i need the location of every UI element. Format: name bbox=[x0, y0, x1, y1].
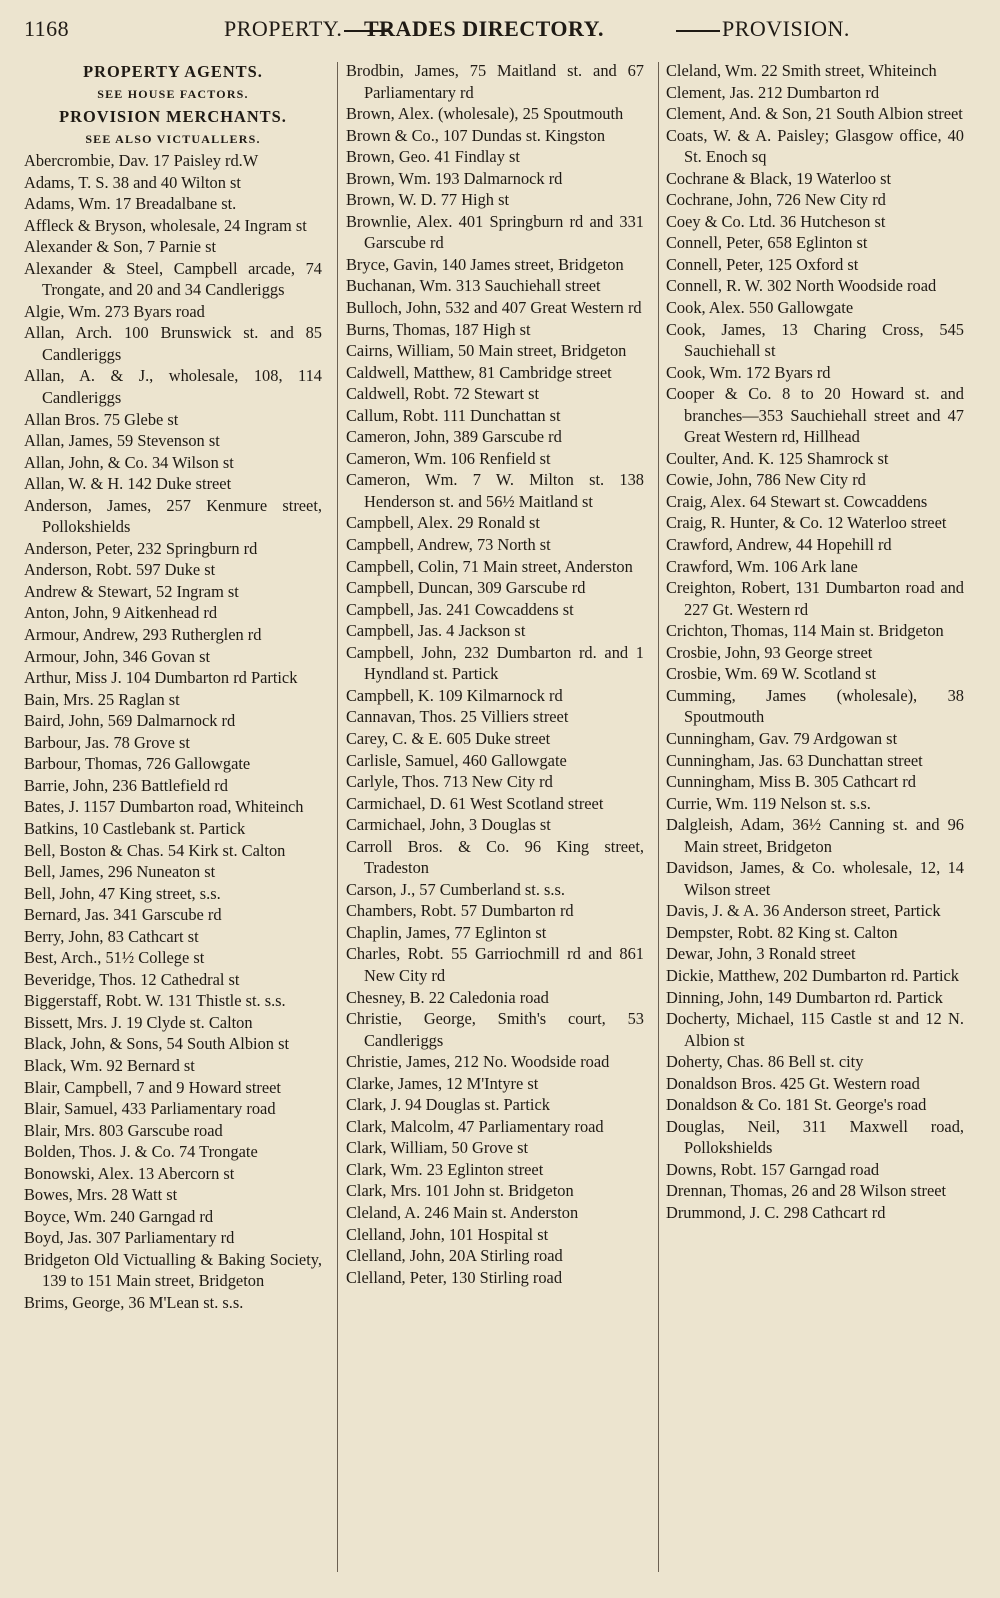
directory-entry: Campbell, Colin, 71 Main street, Anderston bbox=[346, 556, 633, 576]
directory-entry: Bowes, Mrs. 28 Watt st bbox=[24, 1185, 178, 1205]
directory-entry: Beveridge, Thos. 12 Cathedral st bbox=[24, 969, 240, 989]
directory-entry: Cunningham, Miss B. 305 Cathcart rd bbox=[666, 772, 916, 792]
directory-entry: Cameron, Wm. 106 Renfield st bbox=[346, 448, 551, 468]
directory-entry: Clement, Jas. 212 Dumbarton rd bbox=[666, 82, 880, 102]
directory-entry: Donaldson Bros. 425 Gt. Western road bbox=[666, 1073, 920, 1093]
directory-entry: Coats, W. & A. Paisley; Glasgow office, 40 St. Enoch sq bbox=[666, 125, 964, 167]
directory-entry: Carey, C. & E. 605 Duke street bbox=[346, 728, 551, 748]
directory-entry: Connell, R. W. 302 North Woodside road bbox=[666, 276, 937, 296]
directory-entry: Currie, Wm. 119 Nelson st. s.s. bbox=[666, 793, 871, 813]
directory-entry: Cleland, Wm. 22 Smith street, Whiteinch bbox=[666, 61, 937, 80]
directory-entry: Brown, Geo. 41 Findlay st bbox=[346, 147, 520, 167]
directory-entry: Cumming, James (wholesale), 38 Spoutmouth bbox=[666, 685, 964, 727]
header-right-keyword bbox=[674, 16, 850, 42]
directory-entry: Bryce, Gavin, 140 James street, Bridgeton bbox=[346, 254, 624, 274]
directory-entry: Carlyle, Thos. 713 New City rd bbox=[346, 772, 553, 792]
directory-entry: Clark, J. 94 Douglas st. Partick bbox=[346, 1095, 550, 1115]
directory-entry: Allan, John, & Co. 34 Wilson st bbox=[24, 452, 234, 472]
directory-entry: Bell, Boston & Chas. 54 Kirk st. Calton bbox=[24, 840, 286, 860]
directory-entry: Clarke, James, 12 M'Intyre st bbox=[346, 1073, 539, 1093]
directory-entry: Carson, J., 57 Cumberland st. s.s. bbox=[346, 879, 565, 899]
directory-entry: Crawford, Wm. 106 Ark lane bbox=[666, 556, 858, 576]
directory-entry: Buchanan, Wm. 313 Sauchiehall street bbox=[346, 276, 601, 296]
directory-entry: Bridgeton Old Victualling & Baking Society, 139 to 151 Main street, Bridgeton bbox=[24, 1249, 322, 1291]
directory-entry: Bolden, Thos. J. & Co. 74 Trongate bbox=[24, 1142, 258, 1162]
header-rule bbox=[676, 30, 720, 32]
directory-entry: Doherty, Chas. 86 Bell st. city bbox=[666, 1052, 864, 1072]
directory-entry: Allan, W. & H. 142 Duke street bbox=[24, 474, 232, 494]
directory-entry: Clark, Mrs. 101 John st. Bridgeton bbox=[346, 1181, 574, 1201]
directory-entry: Baird, John, 569 Dalmarnock rd bbox=[24, 711, 236, 731]
directory-entry: Andrew & Stewart, 52 Ingram st bbox=[24, 581, 239, 601]
directory-entry: Brown, W. D. 77 High st bbox=[346, 190, 510, 210]
directory-entry: Campbell, Duncan, 309 Garscube rd bbox=[346, 578, 586, 598]
directory-entry: Dalgleish, Adam, 36½ Canning st. and 96 Main street, Bridgeton bbox=[666, 815, 964, 856]
directory-column-2 bbox=[346, 60, 644, 1288]
directory-entry: Black, John, & Sons, 54 South Albion st bbox=[24, 1034, 290, 1054]
directory-entry: Clark, Malcolm, 47 Parliamentary road bbox=[346, 1116, 604, 1136]
directory-entry: Brown & Co., 107 Dundas st. Kingston bbox=[346, 125, 606, 145]
directory-entry: Armour, John, 346 Govan st bbox=[24, 646, 211, 666]
directory-entry: Bates, J. 1157 Dumbarton road, Whiteinch bbox=[24, 797, 304, 817]
directory-entry: Carmichael, D. 61 West Scotland street bbox=[346, 793, 604, 813]
directory-entry: Connell, Peter, 125 Oxford st bbox=[666, 254, 859, 274]
directory-entry: Carmichael, John, 3 Douglas st bbox=[346, 815, 551, 835]
directory-entry: Carlisle, Samuel, 460 Gallowgate bbox=[346, 750, 567, 770]
directory-entry: Crawford, Andrew, 44 Hopehill rd bbox=[666, 535, 892, 555]
header-right-text: PROVISION. bbox=[722, 16, 850, 41]
directory-entry: Cook, Alex. 550 Gallowgate bbox=[666, 298, 854, 318]
directory-entry: Dempster, Robt. 82 King st. Calton bbox=[666, 922, 898, 942]
directory-entry: Campbell, Jas. 241 Cowcaddens st bbox=[346, 599, 574, 619]
directory-entry: Dinning, John, 149 Dumbarton rd. Partick bbox=[666, 987, 943, 1007]
directory-entry: Adams, T. S. 38 and 40 Wilton st bbox=[24, 172, 241, 192]
directory-entry: Cannavan, Thos. 25 Villiers street bbox=[346, 707, 569, 727]
directory-entry: Brodbin, James, 75 Maitland st. and 67 Parliamentary rd bbox=[346, 61, 644, 102]
directory-entry: Dewar, John, 3 Ronald street bbox=[666, 944, 856, 964]
page-header bbox=[24, 12, 974, 48]
directory-entry: Cameron, John, 389 Garscube rd bbox=[346, 427, 562, 447]
directory-entry: Alexander & Steel, Campbell arcade, 74 Trongate, and 20 and 34 Candleriggs bbox=[24, 258, 322, 300]
directory-entry: Crosbie, Wm. 69 W. Scotland st bbox=[666, 664, 877, 684]
directory-entry: Allan, Arch. 100 Brunswick st. and 85 Candleriggs bbox=[24, 323, 322, 364]
directory-entry: Carroll Bros. & Co. 96 King street, Tradeston bbox=[346, 836, 644, 878]
directory-entry: Charles, Robt. 55 Garriochmill rd and 861 New City rd bbox=[346, 944, 644, 985]
directory-entry: Batkins, 10 Castlebank st. Partick bbox=[24, 818, 246, 838]
directory-entry: Crichton, Thomas, 114 Main st. Bridgeton bbox=[666, 621, 944, 641]
directory-entry: Craig, R. Hunter, & Co. 12 Waterloo street bbox=[666, 513, 947, 533]
directory-entry: Abercrombie, Dav. 17 Paisley rd.W bbox=[24, 151, 259, 170]
directory-entry: Clement, And. & Son, 21 South Albion street bbox=[666, 104, 963, 124]
directory-entry: Anderson, Robt. 597 Duke st bbox=[24, 560, 216, 580]
directory-entry: Davis, J. & A. 36 Anderson street, Partick bbox=[666, 901, 941, 921]
directory-entry: Biggerstaff, Robt. W. 131 Thistle st. s.s. bbox=[24, 991, 286, 1011]
directory-entry: Brown, Alex. (wholesale), 25 Spoutmouth bbox=[346, 104, 624, 124]
directory-entry: Caldwell, Robt. 72 Stewart st bbox=[346, 384, 540, 404]
directory-entry: Coey & Co. Ltd. 36 Hutcheson st bbox=[666, 211, 886, 231]
directory-entry: Cameron, Wm. 7 W. Milton st. 138 Henderson st. and 56½ Maitland st bbox=[346, 470, 644, 511]
section-property-agents bbox=[24, 60, 322, 105]
directory-entry: Campbell, K. 109 Kilmarnock rd bbox=[346, 685, 563, 705]
directory-entry: Campbell, John, 232 Dumbarton rd. and 1 Hyndland st. Partick bbox=[346, 642, 644, 684]
directory-entry: Christie, George, Smith's court, 53 Candleriggs bbox=[346, 1009, 644, 1050]
directory-entry: Affleck & Bryson, wholesale, 24 Ingram st bbox=[24, 215, 307, 235]
directory-entry: Cowie, John, 786 New City rd bbox=[666, 470, 866, 490]
directory-entry: Alexander & Son, 7 Parnie st bbox=[24, 237, 217, 257]
directory-entry: Chaplin, James, 77 Eglinton st bbox=[346, 922, 547, 942]
directory-entry: Blair, Mrs. 803 Garscube road bbox=[24, 1120, 223, 1140]
directory-entry: Bernard, Jas. 341 Garscube rd bbox=[24, 905, 222, 925]
directory-entry: Algie, Wm. 273 Byars road bbox=[24, 301, 205, 321]
directory-entry: Cleland, A. 246 Main st. Anderston bbox=[346, 1202, 579, 1222]
directory-entry: Douglas, Neil, 311 Maxwell road, Pollokshields bbox=[666, 1116, 964, 1158]
directory-entry: Cunningham, Jas. 63 Dunchattan street bbox=[666, 750, 923, 770]
section-cross-reference: SEE HOUSE FACTORS. bbox=[97, 87, 249, 101]
directory-entry: Blair, Campbell, 7 and 9 Howard street bbox=[24, 1077, 281, 1097]
directory-entry: Brown, Wm. 193 Dalmarnock rd bbox=[346, 168, 563, 188]
directory-entry: Caldwell, Matthew, 81 Cambridge street bbox=[346, 362, 612, 382]
directory-entry: Anton, John, 9 Aitkenhead rd bbox=[24, 603, 218, 623]
directory-entry: Anderson, Peter, 232 Springburn rd bbox=[24, 538, 258, 558]
directory-entry: Campbell, Andrew, 73 North st bbox=[346, 535, 551, 555]
directory-entry: Davidson, James, & Co. wholesale, 12, 14 Wilson street bbox=[666, 858, 964, 899]
directory-entry: Boyce, Wm. 240 Garngad rd bbox=[24, 1206, 214, 1226]
directory-entry: Docherty, Michael, 115 Castle st and 12 N. Albion st bbox=[666, 1009, 964, 1050]
directory-entry: Donaldson & Co. 181 St. George's road bbox=[666, 1095, 927, 1115]
directory-entry: Christie, James, 212 No. Woodside road bbox=[346, 1052, 610, 1072]
directory-entry: Black, Wm. 92 Bernard st bbox=[24, 1055, 195, 1075]
directory-entry: Best, Arch., 51½ College st bbox=[24, 948, 205, 968]
directory-entry: Allan, James, 59 Stevenson st bbox=[24, 431, 220, 451]
entry-list bbox=[666, 60, 964, 1224]
section-provision-merchants bbox=[24, 105, 322, 150]
directory-entry: Bonowski, Alex. 13 Abercorn st bbox=[24, 1163, 235, 1183]
directory-entry: Brims, George, 36 M'Lean st. s.s. bbox=[24, 1292, 244, 1312]
directory-entry: Clelland, John, 20A Stirling road bbox=[346, 1246, 563, 1266]
directory-column-1 bbox=[24, 60, 322, 1314]
directory-entry: Chesney, B. 22 Caledonia road bbox=[346, 987, 549, 1007]
directory-entry: Chambers, Robt. 57 Dumbarton rd bbox=[346, 901, 574, 921]
directory-entry: Bell, John, 47 King street, s.s. bbox=[24, 883, 221, 903]
directory-entry: Bain, Mrs. 25 Raglan st bbox=[24, 689, 180, 709]
directory-entry: Bulloch, John, 532 and 407 Great Western rd bbox=[346, 298, 642, 318]
column-divider bbox=[658, 62, 659, 1572]
directory-entry: Drummond, J. C. 298 Cathcart rd bbox=[666, 1202, 886, 1222]
directory-entry: Campbell, Jas. 4 Jackson st bbox=[346, 621, 526, 641]
directory-entry: Campbell, Alex. 29 Ronald st bbox=[346, 513, 540, 533]
directory-entry: Burns, Thomas, 187 High st bbox=[346, 319, 531, 339]
directory-entry: Bissett, Mrs. J. 19 Clyde st. Calton bbox=[24, 1012, 253, 1032]
page-number: 1168 bbox=[24, 16, 70, 41]
directory-entry: Boyd, Jas. 307 Parliamentary rd bbox=[24, 1228, 235, 1248]
directory-entry: Clark, William, 50 Grove st bbox=[346, 1138, 529, 1158]
directory-entry: Allan Bros. 75 Glebe st bbox=[24, 409, 179, 429]
directory-entry: Creighton, Robert, 131 Dumbarton road and 227 Gt. Western rd bbox=[666, 578, 964, 619]
directory-column-3 bbox=[666, 60, 964, 1224]
directory-entry: Blair, Samuel, 433 Parliamentary road bbox=[24, 1099, 276, 1119]
directory-entry: Cochrane & Black, 19 Waterloo st bbox=[666, 168, 892, 188]
section-cross-reference: SEE ALSO VICTUALLERS. bbox=[85, 132, 261, 146]
directory-entry: Barbour, Thomas, 726 Gallowgate bbox=[24, 754, 251, 774]
directory-entry: Craig, Alex. 64 Stewart st. Cowcaddens bbox=[666, 491, 928, 511]
directory-entry: Downs, Robt. 157 Garngad road bbox=[666, 1159, 880, 1179]
directory-entry: Drennan, Thomas, 26 and 28 Wilson street bbox=[666, 1181, 947, 1201]
directory-entry: Coulter, And. K. 125 Shamrock st bbox=[666, 448, 889, 468]
directory-entry: Connell, Peter, 658 Eglinton st bbox=[666, 233, 868, 253]
directory-entry: Brownlie, Alex. 401 Springburn rd and 331 Garscube rd bbox=[346, 211, 644, 253]
directory-entry: Cunningham, Gav. 79 Ardgowan st bbox=[666, 728, 898, 748]
directory-entry: Cooper & Co. 8 to 20 Howard st. and branches—353 Sauchiehall street and 47 Great Western rd, Hillhead bbox=[666, 384, 964, 447]
column-divider bbox=[337, 62, 338, 1572]
header-center-title: TRADES DIRECTORY. bbox=[364, 16, 605, 41]
directory-entry: Arthur, Miss J. 104 Dumbarton rd Partick bbox=[24, 668, 298, 688]
directory-entry: Armour, Andrew, 293 Rutherglen rd bbox=[24, 625, 262, 645]
directory-entry: Allan, A. & J., wholesale, 108, 114 Candleriggs bbox=[24, 366, 322, 408]
directory-entry: Cook, James, 13 Charing Cross, 545 Sauchiehall st bbox=[666, 319, 964, 361]
entry-list bbox=[24, 150, 322, 1314]
directory-entry: Callum, Robt. 111 Dunchattan st bbox=[346, 405, 561, 425]
directory-entry: Cook, Wm. 172 Byars rd bbox=[666, 362, 831, 382]
directory-entry: Berry, John, 83 Cathcart st bbox=[24, 926, 199, 946]
directory-entry: Bell, James, 296 Nuneaton st bbox=[24, 862, 216, 882]
directory-entry: Clelland, John, 101 Hospital st bbox=[346, 1224, 549, 1244]
entry-list bbox=[346, 60, 644, 1288]
section-heading: PROVISION MERCHANTS. bbox=[59, 107, 287, 126]
section-heading: PROPERTY AGENTS. bbox=[83, 62, 263, 81]
header-left-text: PROPERTY. bbox=[224, 16, 343, 41]
directory-entry: Adams, Wm. 17 Breadalbane st. bbox=[24, 194, 237, 214]
directory-entry: Clelland, Peter, 130 Stirling road bbox=[346, 1267, 563, 1287]
directory-entry: Barrie, John, 236 Battlefield rd bbox=[24, 775, 228, 795]
directory-entry: Crosbie, John, 93 George street bbox=[666, 642, 873, 662]
directory-entry: Anderson, James, 257 Kenmure street, Pollokshields bbox=[24, 495, 322, 537]
directory-entry: Cochrane, John, 726 New City rd bbox=[666, 190, 886, 210]
directory-entry: Barbour, Jas. 78 Grove st bbox=[24, 732, 190, 752]
directory-entry: Cairns, William, 50 Main street, Bridgeton bbox=[346, 341, 627, 361]
directory-entry: Dickie, Matthew, 202 Dumbarton rd. Partick bbox=[666, 965, 959, 985]
directory-entry: Clark, Wm. 23 Eglinton street bbox=[346, 1159, 544, 1179]
